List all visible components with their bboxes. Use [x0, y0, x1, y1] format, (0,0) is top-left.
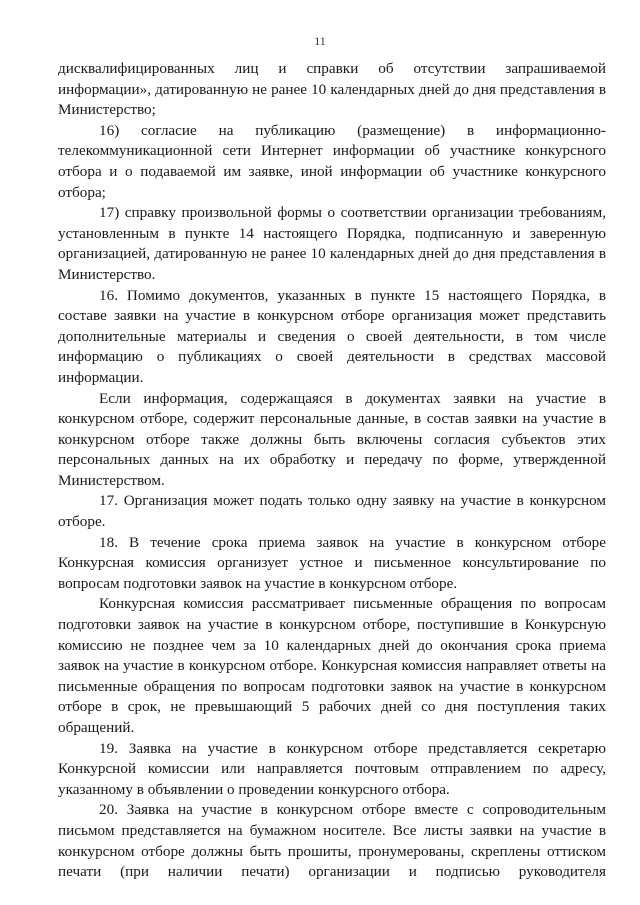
paragraph-16: 16. Помимо документов, указанных в пункте 15 настоящего Порядка, в составе заявки на участие в конкурсном отборе организация может представить дополнительные материалы и сведения о своей деятельности, в том числе информацию о публикациях о своей деятельности в средствах массовой информации.: [58, 286, 606, 386]
paragraph-20: 20. Заявка на участие в конкурсном отборе вместе с сопроводительным письмом представляется на бумажном носителе. Все листы заявки на участие в конкурсном отборе должны быть прошиты, пронумерованы, скреплены оттиском печати (при наличии печати) организации и подписью руководителя: [58, 801, 606, 881]
paragraph-15-item-16: 16) согласие на публикацию (размещение) в информационно-телекоммуникационной сети Интернет информации об участнике конкурсного отбора и о подаваемой им заявке, иной информации об участнике конкурсного отбора;: [58, 121, 606, 201]
paragraph-17: 17. Организация может подать только одну заявку на участие в конкурсном отборе.: [58, 492, 606, 531]
document-body: [58, 59, 606, 883]
paragraph-19: 19. Заявка на участие в конкурсном отборе представляется секретарю Конкурсной комиссии или направляется почтовым отправлением по адресу, указанному в объявлении о проведении конкурсного отбора.: [58, 739, 606, 798]
paragraph-16-personal-data: Если информация, содержащаяся в документах заявки на участие в конкурсном отборе, содержит персональные данные, в состав заявки на участие в конкурсном отборе также должны быть включены согласия субъектов этих персональных данных на их обработку и передачу по форме, утвержденной Министерством.: [58, 389, 606, 489]
paragraph-15-item-17: 17) справку произвольной формы о соответствии организации требованиям, установленным в пункте 14 настоящего Порядка, подписанную и заверенную организацией, датированную не ранее 10 календарных дней до дня представления в Министерство.: [58, 204, 606, 283]
paragraph-18-written-requests: Конкурсная комиссия рассматривает письменные обращения по вопросам подготовки заявок на участие в конкурсном отборе, поступившие в Конкурсную комиссию не позднее чем за 10 календарных дней до окончания срока приема заявок на участие в конкурсном отборе. Конкурсная комиссия направляет ответы на письменные обращения по вопросам подготовки заявок на участие в конкурсном отборе в срок, не превышающий 5 рабочих дней со дня поступления таких обращений.: [58, 595, 606, 736]
page-number: 11: [314, 34, 326, 48]
paragraph-15-item-15-continuation: дисквалифицированных лиц и справки об отсутствии запрашиваемой информации», датированную не ранее 10 календарных дней до дня представления в Министерство;: [58, 60, 606, 119]
paragraph-18: 18. В течение срока приема заявок на участие в конкурсном отборе Конкурсная комиссия организует устное и письменное консультирование по вопросам подготовки заявок на участие в конкурсном отборе.: [58, 533, 606, 592]
